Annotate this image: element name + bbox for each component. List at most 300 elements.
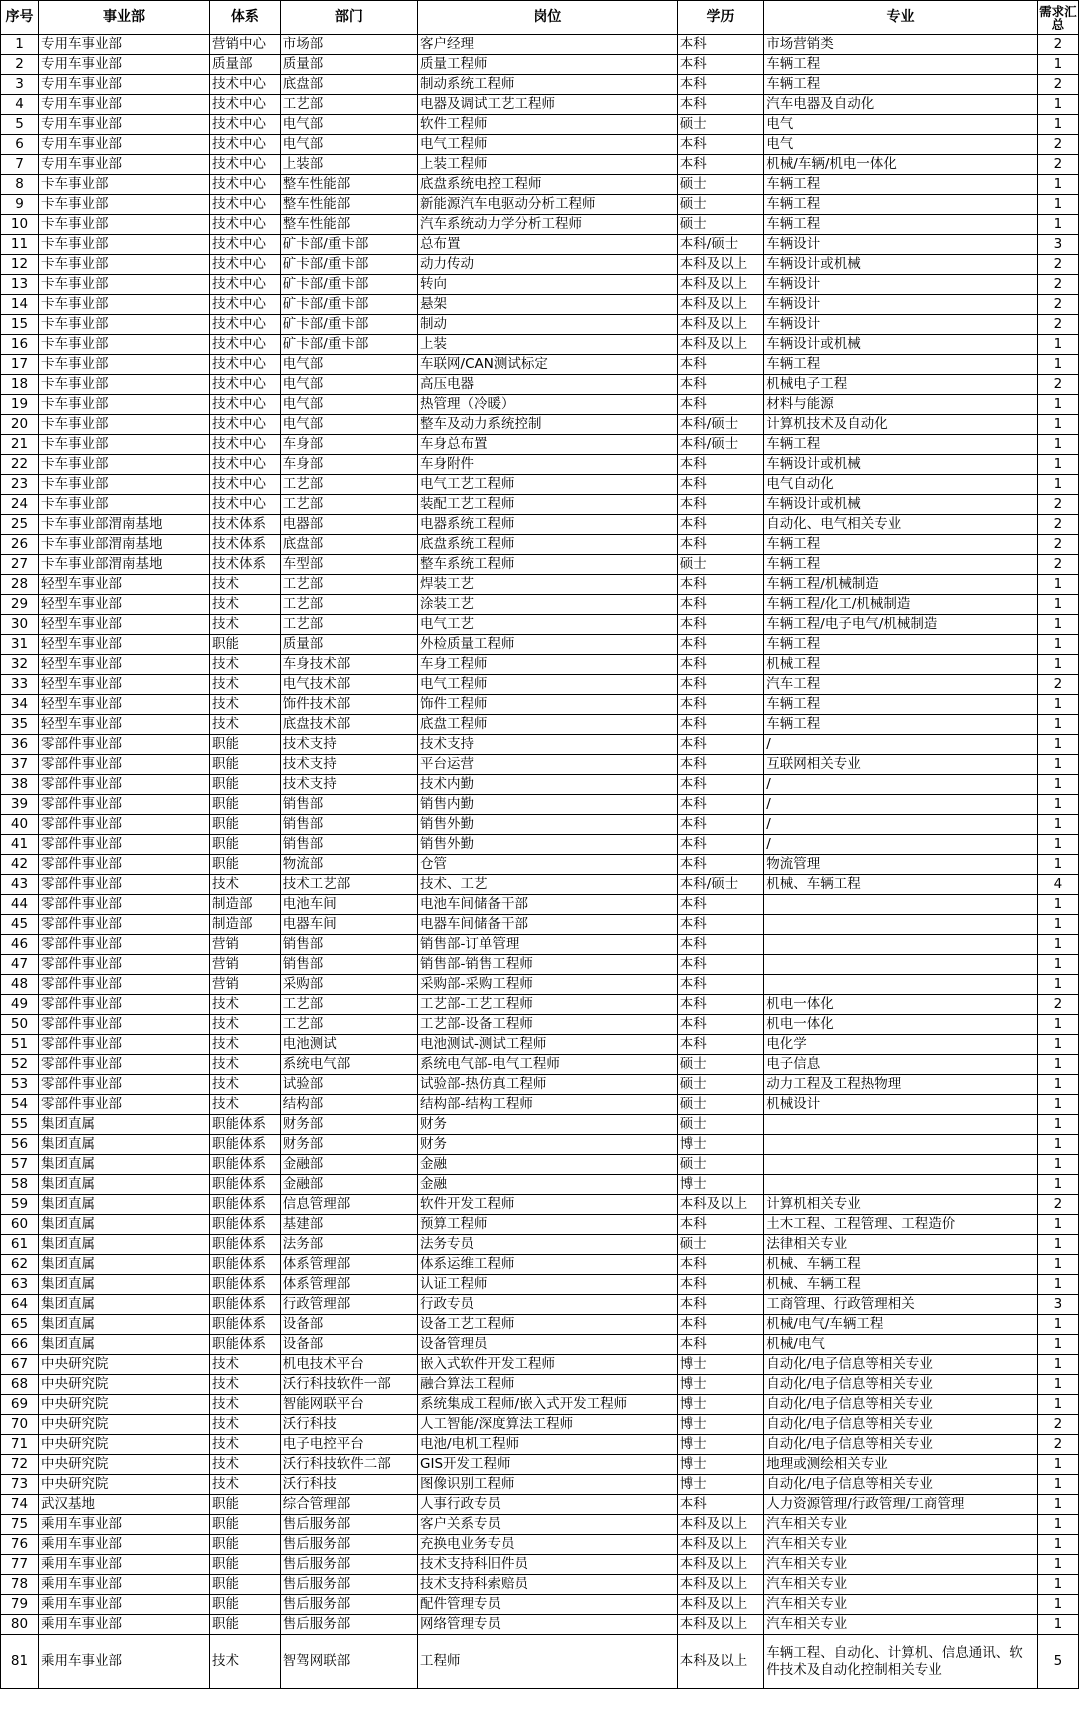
cell-division: 专用车事业部 xyxy=(39,35,210,55)
cell-education: 硕士 xyxy=(677,175,764,195)
cell-system: 职能 xyxy=(210,815,281,835)
cell-division: 中央研究院 xyxy=(39,1455,210,1475)
cell-index: 63 xyxy=(1,1275,39,1295)
cell-system: 技术中心 xyxy=(210,115,281,135)
cell-total-demand: 1 xyxy=(1037,1355,1078,1375)
cell-department: 金融部 xyxy=(280,1155,417,1175)
cell-major: 汽车相关专业 xyxy=(764,1595,1037,1615)
cell-education: 博士 xyxy=(677,1435,764,1455)
cell-position: 融合算法工程师 xyxy=(418,1375,678,1395)
cell-education: 硕士 xyxy=(677,555,764,575)
cell-system: 技术 xyxy=(210,1395,281,1415)
cell-department: 电气部 xyxy=(280,375,417,395)
cell-education: 本科 xyxy=(677,35,764,55)
cell-index: 74 xyxy=(1,1495,39,1515)
cell-department: 矿卡部/重卡部 xyxy=(280,295,417,315)
cell-index: 9 xyxy=(1,195,39,215)
table-row xyxy=(1,855,1079,875)
cell-total-demand: 1 xyxy=(1037,1455,1078,1475)
cell-department: 售后服务部 xyxy=(280,1615,417,1635)
cell-index: 41 xyxy=(1,835,39,855)
cell-department: 矿卡部/重卡部 xyxy=(280,335,417,355)
cell-index: 29 xyxy=(1,595,39,615)
cell-division: 卡车事业部 xyxy=(39,495,210,515)
cell-department: 工艺部 xyxy=(280,1015,417,1035)
cell-education: 本科 xyxy=(677,615,764,635)
cell-education: 本科 xyxy=(677,355,764,375)
cell-division: 乘用车事业部 xyxy=(39,1595,210,1615)
cell-department: 试验部 xyxy=(280,1075,417,1095)
cell-department: 工艺部 xyxy=(280,475,417,495)
cell-position: 工艺部-设备工程师 xyxy=(418,1015,678,1035)
cell-index: 26 xyxy=(1,535,39,555)
cell-system: 技术中心 xyxy=(210,375,281,395)
cell-education: 本科 xyxy=(677,575,764,595)
cell-education: 本科/硕士 xyxy=(677,415,764,435)
cell-system: 职能 xyxy=(210,835,281,855)
cell-position: 制动系统工程师 xyxy=(418,75,678,95)
cell-education: 本科 xyxy=(677,375,764,395)
cell-division: 专用车事业部 xyxy=(39,155,210,175)
cell-index: 7 xyxy=(1,155,39,175)
table-row xyxy=(1,1315,1079,1335)
cell-department: 底盘部 xyxy=(280,75,417,95)
cell-major: 土木工程、工程管理、工程造价 xyxy=(764,1215,1037,1235)
cell-division: 集团直属 xyxy=(39,1155,210,1175)
cell-education: 硕士 xyxy=(677,195,764,215)
cell-position: 电池车间储备干部 xyxy=(418,895,678,915)
cell-position: 人事行政专员 xyxy=(418,1495,678,1515)
table-row xyxy=(1,475,1079,495)
cell-division: 零部件事业部 xyxy=(39,755,210,775)
cell-total-demand: 1 xyxy=(1037,715,1078,735)
cell-education: 本科 xyxy=(677,1255,764,1275)
table-row xyxy=(1,1195,1079,1215)
cell-total-demand: 2 xyxy=(1037,495,1078,515)
cell-total-demand: 1 xyxy=(1037,575,1078,595)
cell-position: 电器及调试工艺工程师 xyxy=(418,95,678,115)
cell-department: 电子电控平台 xyxy=(280,1435,417,1455)
cell-major: 车辆工程 xyxy=(764,215,1037,235)
table-row xyxy=(1,1455,1079,1475)
table-row xyxy=(1,895,1079,915)
cell-position: 金融 xyxy=(418,1175,678,1195)
table-row xyxy=(1,255,1079,275)
cell-position: 财务 xyxy=(418,1115,678,1135)
cell-department: 技术支持 xyxy=(280,775,417,795)
table-row xyxy=(1,1475,1079,1495)
cell-total-demand: 2 xyxy=(1037,155,1078,175)
cell-department: 技术工艺部 xyxy=(280,875,417,895)
cell-position: 整车及动力系统控制 xyxy=(418,415,678,435)
cell-department: 销售部 xyxy=(280,795,417,815)
cell-department: 车型部 xyxy=(280,555,417,575)
cell-major: 车辆工程/机械制造 xyxy=(764,575,1037,595)
cell-position: 质量工程师 xyxy=(418,55,678,75)
cell-division: 卡车事业部 xyxy=(39,355,210,375)
cell-education: 本科 xyxy=(677,155,764,175)
cell-index: 13 xyxy=(1,275,39,295)
cell-index: 71 xyxy=(1,1435,39,1455)
cell-system: 技术中心 xyxy=(210,75,281,95)
cell-department: 体系管理部 xyxy=(280,1255,417,1275)
cell-total-demand: 1 xyxy=(1037,1075,1078,1095)
cell-major: 机电一体化 xyxy=(764,995,1037,1015)
header-division: 事业部 xyxy=(39,1,210,35)
cell-division: 卡车事业部 xyxy=(39,335,210,355)
cell-education: 硕士 xyxy=(677,215,764,235)
cell-major: 车辆设计或机械 xyxy=(764,255,1037,275)
cell-major: / xyxy=(764,775,1037,795)
cell-department: 物流部 xyxy=(280,855,417,875)
cell-total-demand: 1 xyxy=(1037,735,1078,755)
cell-major xyxy=(764,1135,1037,1155)
cell-major: 汽车相关专业 xyxy=(764,1615,1037,1635)
cell-index: 65 xyxy=(1,1315,39,1335)
cell-position: 销售内勤 xyxy=(418,795,678,815)
cell-major: 汽车相关专业 xyxy=(764,1515,1037,1535)
cell-department: 质量部 xyxy=(280,55,417,75)
header-position: 岗位 xyxy=(418,1,678,35)
cell-index: 2 xyxy=(1,55,39,75)
cell-department: 机电技术平台 xyxy=(280,1355,417,1375)
cell-position: 制动 xyxy=(418,315,678,335)
cell-education: 本科 xyxy=(677,1315,764,1335)
cell-index: 76 xyxy=(1,1535,39,1555)
cell-major: 机电一体化 xyxy=(764,1015,1037,1035)
cell-system: 职能 xyxy=(210,1595,281,1615)
cell-division: 卡车事业部 xyxy=(39,275,210,295)
cell-total-demand: 1 xyxy=(1037,1255,1078,1275)
cell-division: 卡车事业部 xyxy=(39,395,210,415)
cell-system: 营销 xyxy=(210,955,281,975)
cell-position: 行政专员 xyxy=(418,1295,678,1315)
cell-position: 热管理（冷暖） xyxy=(418,395,678,415)
cell-department: 底盘部 xyxy=(280,535,417,555)
cell-total-demand: 1 xyxy=(1037,1095,1078,1115)
table-row xyxy=(1,1115,1079,1135)
cell-total-demand: 2 xyxy=(1037,1195,1078,1215)
cell-position: 电气工艺工程师 xyxy=(418,475,678,495)
cell-department: 整车性能部 xyxy=(280,175,417,195)
cell-system: 技术 xyxy=(210,615,281,635)
cell-division: 卡车事业部渭南基地 xyxy=(39,515,210,535)
cell-division: 集团直属 xyxy=(39,1215,210,1235)
cell-division: 轻型车事业部 xyxy=(39,655,210,675)
cell-division: 乘用车事业部 xyxy=(39,1555,210,1575)
table-row xyxy=(1,1235,1079,1255)
cell-division: 卡车事业部 xyxy=(39,215,210,235)
cell-total-demand: 1 xyxy=(1037,115,1078,135)
cell-index: 70 xyxy=(1,1415,39,1435)
cell-division: 卡车事业部渭南基地 xyxy=(39,535,210,555)
cell-department: 售后服务部 xyxy=(280,1535,417,1555)
table-row xyxy=(1,1375,1079,1395)
cell-position: 金融 xyxy=(418,1155,678,1175)
cell-education: 本科 xyxy=(677,535,764,555)
cell-division: 中央研究院 xyxy=(39,1395,210,1415)
cell-system: 营销 xyxy=(210,935,281,955)
cell-education: 本科 xyxy=(677,455,764,475)
cell-education: 本科 xyxy=(677,75,764,95)
cell-total-demand: 1 xyxy=(1037,955,1078,975)
cell-position: 仓管 xyxy=(418,855,678,875)
cell-index: 68 xyxy=(1,1375,39,1395)
cell-position: 悬架 xyxy=(418,295,678,315)
cell-position: 饰件工程师 xyxy=(418,695,678,715)
table-row xyxy=(1,1535,1079,1555)
cell-total-demand: 1 xyxy=(1037,695,1078,715)
cell-index: 5 xyxy=(1,115,39,135)
cell-index: 24 xyxy=(1,495,39,515)
table-row xyxy=(1,995,1079,1015)
cell-index: 16 xyxy=(1,335,39,355)
cell-total-demand: 1 xyxy=(1037,595,1078,615)
cell-total-demand: 5 xyxy=(1037,1635,1078,1689)
cell-system: 技术 xyxy=(210,675,281,695)
cell-education: 本科 xyxy=(677,735,764,755)
cell-system: 职能 xyxy=(210,1495,281,1515)
cell-education: 本科 xyxy=(677,995,764,1015)
cell-index: 56 xyxy=(1,1135,39,1155)
cell-total-demand: 1 xyxy=(1037,775,1078,795)
table-row xyxy=(1,1095,1079,1115)
cell-department: 车身技术部 xyxy=(280,655,417,675)
cell-education: 本科 xyxy=(677,635,764,655)
table-row xyxy=(1,175,1079,195)
cell-system: 职能体系 xyxy=(210,1215,281,1235)
cell-index: 67 xyxy=(1,1355,39,1375)
cell-index: 22 xyxy=(1,455,39,475)
cell-education: 本科及以上 xyxy=(677,1595,764,1615)
table-row xyxy=(1,1155,1079,1175)
cell-total-demand: 1 xyxy=(1037,215,1078,235)
cell-index: 31 xyxy=(1,635,39,655)
cell-index: 53 xyxy=(1,1075,39,1095)
cell-index: 69 xyxy=(1,1395,39,1415)
table-row xyxy=(1,1255,1079,1275)
table-row xyxy=(1,1295,1079,1315)
cell-total-demand: 1 xyxy=(1037,1515,1078,1535)
cell-total-demand: 1 xyxy=(1037,1115,1078,1135)
cell-major: 车辆工程 xyxy=(764,435,1037,455)
cell-department: 设备部 xyxy=(280,1315,417,1335)
cell-major: 车辆工程、自动化、计算机、信息通讯、软件技术及自动化控制相关专业 xyxy=(764,1635,1037,1689)
cell-education: 硕士 xyxy=(677,1095,764,1115)
cell-division: 卡车事业部 xyxy=(39,255,210,275)
cell-division: 集团直属 xyxy=(39,1115,210,1135)
table-row xyxy=(1,1215,1079,1235)
cell-position: 车身工程师 xyxy=(418,655,678,675)
cell-position: 客户经理 xyxy=(418,35,678,55)
cell-system: 技术 xyxy=(210,1435,281,1455)
table-row xyxy=(1,1335,1079,1355)
cell-division: 零部件事业部 xyxy=(39,775,210,795)
cell-index: 72 xyxy=(1,1455,39,1475)
cell-index: 58 xyxy=(1,1175,39,1195)
cell-major: 机械/电气 xyxy=(764,1335,1037,1355)
cell-total-demand: 1 xyxy=(1037,1595,1078,1615)
cell-division: 卡车事业部渭南基地 xyxy=(39,555,210,575)
cell-education: 本科 xyxy=(677,895,764,915)
cell-position: 采购部-采购工程师 xyxy=(418,975,678,995)
cell-major: 车辆设计或机械 xyxy=(764,495,1037,515)
cell-division: 集团直属 xyxy=(39,1295,210,1315)
cell-education: 本科 xyxy=(677,1215,764,1235)
cell-major: / xyxy=(764,815,1037,835)
cell-index: 62 xyxy=(1,1255,39,1275)
cell-division: 零部件事业部 xyxy=(39,1035,210,1055)
table-row xyxy=(1,935,1079,955)
cell-department: 技术支持 xyxy=(280,755,417,775)
cell-education: 本科 xyxy=(677,855,764,875)
cell-system: 职能 xyxy=(210,1555,281,1575)
table-row xyxy=(1,1495,1079,1515)
cell-department: 工艺部 xyxy=(280,595,417,615)
cell-major: 车辆工程/电子电气/机械制造 xyxy=(764,615,1037,635)
cell-system: 职能 xyxy=(210,735,281,755)
cell-position: 车联网/CAN测试标定 xyxy=(418,355,678,375)
cell-division: 集团直属 xyxy=(39,1335,210,1355)
table-row xyxy=(1,1075,1079,1095)
cell-index: 48 xyxy=(1,975,39,995)
cell-system: 技术 xyxy=(210,995,281,1015)
cell-department: 电池车间 xyxy=(280,895,417,915)
cell-total-demand: 2 xyxy=(1037,995,1078,1015)
cell-total-demand: 1 xyxy=(1037,195,1078,215)
table-row xyxy=(1,235,1079,255)
cell-division: 零部件事业部 xyxy=(39,915,210,935)
cell-division: 乘用车事业部 xyxy=(39,1515,210,1535)
cell-position: 图像识别工程师 xyxy=(418,1475,678,1495)
cell-major: 汽车相关专业 xyxy=(764,1555,1037,1575)
cell-position: 软件开发工程师 xyxy=(418,1195,678,1215)
cell-department: 市场部 xyxy=(280,35,417,55)
cell-major: 电气自动化 xyxy=(764,475,1037,495)
cell-division: 集团直属 xyxy=(39,1275,210,1295)
table-row xyxy=(1,1015,1079,1035)
cell-division: 专用车事业部 xyxy=(39,135,210,155)
table-row xyxy=(1,1135,1079,1155)
cell-major xyxy=(764,975,1037,995)
cell-index: 20 xyxy=(1,415,39,435)
cell-system: 技术 xyxy=(210,1015,281,1035)
cell-education: 本科 xyxy=(677,1295,764,1315)
cell-total-demand: 1 xyxy=(1037,175,1078,195)
table-row xyxy=(1,815,1079,835)
cell-system: 技术中心 xyxy=(210,235,281,255)
cell-index: 73 xyxy=(1,1475,39,1495)
cell-system: 技术 xyxy=(210,1475,281,1495)
table-row xyxy=(1,55,1079,75)
cell-position: 技术支持科旧件员 xyxy=(418,1555,678,1575)
cell-division: 卡车事业部 xyxy=(39,235,210,255)
cell-total-demand: 2 xyxy=(1037,255,1078,275)
cell-education: 本科 xyxy=(677,1495,764,1515)
cell-major: 法律相关专业 xyxy=(764,1235,1037,1255)
cell-department: 销售部 xyxy=(280,815,417,835)
cell-position: 设备管理员 xyxy=(418,1335,678,1355)
cell-education: 本科及以上 xyxy=(677,1575,764,1595)
cell-education: 博士 xyxy=(677,1355,764,1375)
cell-education: 本科 xyxy=(677,715,764,735)
cell-index: 10 xyxy=(1,215,39,235)
cell-total-demand: 3 xyxy=(1037,235,1078,255)
cell-education: 本科 xyxy=(677,935,764,955)
cell-position: 底盘系统电控工程师 xyxy=(418,175,678,195)
cell-position: 电池测试-测试工程师 xyxy=(418,1035,678,1055)
cell-division: 轻型车事业部 xyxy=(39,635,210,655)
cell-position: 技术内勤 xyxy=(418,775,678,795)
cell-major: 物流管理 xyxy=(764,855,1037,875)
cell-major: 汽车电器及自动化 xyxy=(764,95,1037,115)
cell-major: 机械电子工程 xyxy=(764,375,1037,395)
cell-major xyxy=(764,1175,1037,1195)
cell-division: 集团直属 xyxy=(39,1135,210,1155)
cell-major: 动力工程及工程热物理 xyxy=(764,1075,1037,1095)
cell-major: 人力资源管理/行政管理/工商管理 xyxy=(764,1495,1037,1515)
cell-index: 18 xyxy=(1,375,39,395)
cell-major: 汽车相关专业 xyxy=(764,1575,1037,1595)
cell-position: 外检质量工程师 xyxy=(418,635,678,655)
cell-position: 电气工艺 xyxy=(418,615,678,635)
cell-division: 零部件事业部 xyxy=(39,875,210,895)
cell-department: 金融部 xyxy=(280,1175,417,1195)
cell-position: 技术支持科索赔员 xyxy=(418,1575,678,1595)
cell-department: 沃行科技 xyxy=(280,1475,417,1495)
cell-position: 配件管理专员 xyxy=(418,1595,678,1615)
cell-major: 车辆工程 xyxy=(764,715,1037,735)
table-row xyxy=(1,455,1079,475)
cell-total-demand: 2 xyxy=(1037,515,1078,535)
cell-total-demand: 1 xyxy=(1037,355,1078,375)
cell-education: 博士 xyxy=(677,1375,764,1395)
cell-index: 8 xyxy=(1,175,39,195)
table-row xyxy=(1,1355,1079,1375)
cell-position: 车身总布置 xyxy=(418,435,678,455)
cell-major: 自动化/电子信息等相关专业 xyxy=(764,1355,1037,1375)
cell-system: 职能体系 xyxy=(210,1115,281,1135)
cell-major xyxy=(764,1155,1037,1175)
cell-education: 博士 xyxy=(677,1475,764,1495)
cell-department: 技术支持 xyxy=(280,735,417,755)
cell-system: 技术中心 xyxy=(210,335,281,355)
cell-position: 技术、工艺 xyxy=(418,875,678,895)
cell-major: 车辆工程 xyxy=(764,555,1037,575)
cell-position: 转向 xyxy=(418,275,678,295)
table-row xyxy=(1,375,1079,395)
cell-index: 27 xyxy=(1,555,39,575)
cell-division: 零部件事业部 xyxy=(39,975,210,995)
cell-education: 本科 xyxy=(677,95,764,115)
cell-total-demand: 1 xyxy=(1037,915,1078,935)
cell-index: 21 xyxy=(1,435,39,455)
cell-education: 本科 xyxy=(677,515,764,535)
cell-education: 本科/硕士 xyxy=(677,235,764,255)
cell-system: 技术中心 xyxy=(210,295,281,315)
cell-department: 信息管理部 xyxy=(280,1195,417,1215)
cell-education: 本科及以上 xyxy=(677,275,764,295)
cell-system: 技术 xyxy=(210,655,281,675)
cell-index: 11 xyxy=(1,235,39,255)
cell-major: 车辆工程 xyxy=(764,635,1037,655)
cell-total-demand: 2 xyxy=(1037,135,1078,155)
cell-education: 本科 xyxy=(677,835,764,855)
cell-department: 智能网联平台 xyxy=(280,1395,417,1415)
cell-total-demand: 1 xyxy=(1037,1475,1078,1495)
cell-major: 机械、车辆工程 xyxy=(764,875,1037,895)
cell-position: 汽车系统动力学分析工程师 xyxy=(418,215,678,235)
